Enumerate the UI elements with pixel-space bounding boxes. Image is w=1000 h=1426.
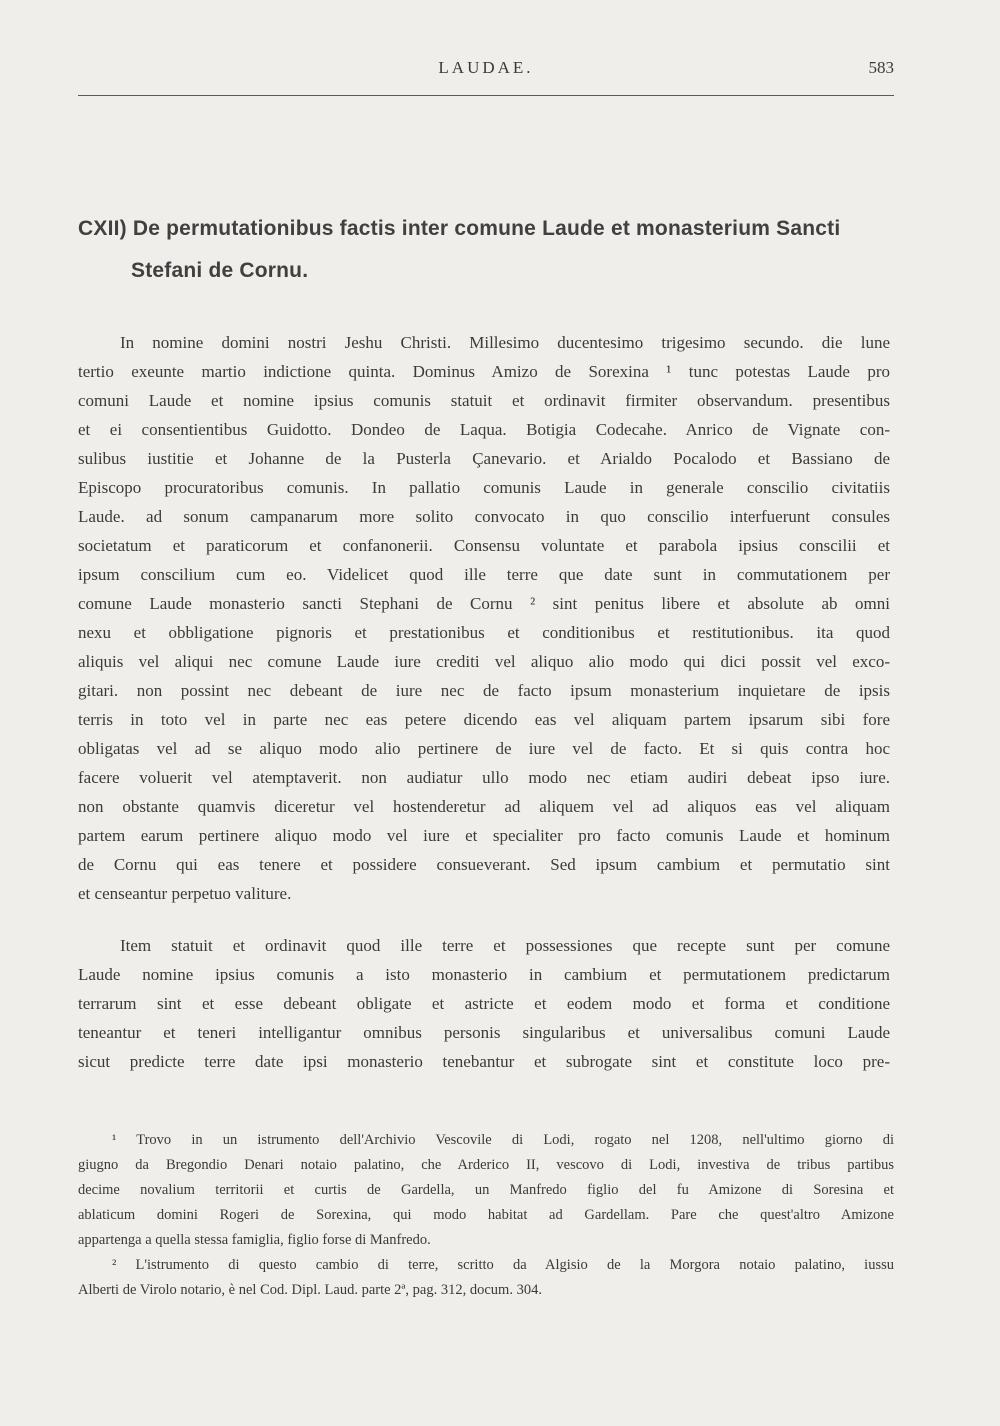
heading-line: Stefani de Cornu.	[131, 259, 309, 282]
text-line: et ei consentientibus Guidotto. Dondeo de Laqua. Botigia Codecahe. Anrico de Vignate con-	[78, 420, 890, 439]
text-line: non obstante quamvis diceretur vel hostenderetur ad aliquem vel ad aliquos eas vel aliquam	[78, 797, 890, 816]
text-line: aliquis vel aliqui nec comune Laude iure crediti vel aliquo alio modo qui dici possit vel exco-	[78, 652, 890, 671]
text-line: Laude nomine ipsius comunis a isto monasterio in cambium et permutationem predictarum	[78, 965, 890, 984]
footnote-1	[78, 1128, 894, 1253]
text-line: In nomine domini nostri Jeshu Christi. Millesimo ducentesimo trigesimo secundo. die lune	[120, 333, 890, 352]
paragraph-1	[78, 328, 890, 908]
text-line: societatum et paraticorum et confanonerii. Consensu voluntate et parabola ipsius conscilii et	[78, 536, 890, 555]
text-line: terrarum sint et esse debeant obligate et astricte et eodem modo et forma et conditione	[78, 994, 890, 1013]
running-head	[78, 58, 894, 88]
footnote-line: Alberti de Virolo notario, è nel Cod. Dipl. Laud. parte 2ª, pag. 312, docum. 304.	[78, 1282, 542, 1298]
document-heading	[78, 208, 894, 292]
text-line: sicut predicte terre date ipsi monasterio tenebantur et subrogate sint et constitute loco pre-	[78, 1052, 890, 1071]
paragraph-2	[78, 931, 890, 1076]
text-line: facere voluerit vel atemptaverit. non audiatur ullo modo nec etiam audiri debeat ipso iure.	[78, 768, 890, 787]
text-line: Item statuit et ordinavit quod ille terre et possessiones que recepte sunt per comune	[120, 936, 890, 955]
text-line: de Cornu qui eas tenere et possidere consueverant. Sed ipsum cambium et permutatio sint	[78, 855, 890, 874]
footnote-line: giugno da Bregondio Denari notaio palatino, che Arderico II, vescovo di Lodi, investiva de tribus partibus	[78, 1157, 894, 1173]
text-line: gitari. non possint nec debeant de iure nec de facto ipsum monasterium inquietare de ipsis	[78, 681, 890, 700]
text-line: terris in toto vel in parte nec eas petere dicendo eas vel aliquam partem ipsarum sibi fore	[78, 710, 890, 729]
header-rule	[78, 95, 894, 96]
text-line: nexu et obbligatione pignoris et prestationibus et conditionibus et restitutionibus. ita quod	[78, 623, 890, 642]
text-line: Episcopo procuratoribus comunis. In pallatio comunis Laude in generale conscilio civitatiis	[78, 478, 890, 497]
text-line: partem earum pertinere aliquo modo vel iure et specialiter pro facto comunis Laude et hominum	[78, 826, 890, 845]
heading-line: CXII) De permutationibus factis inter comune Laude et monasterium Sancti	[78, 217, 841, 240]
text-line: et censeantur perpetuo valiture.	[78, 884, 292, 903]
text-line: sulibus iustitie et Johanne de la Pusterla Çanevario. et Arialdo Pocalodo et Bassiano de	[78, 449, 890, 468]
footnotes	[78, 1128, 894, 1303]
text-line: Laude. ad sonum campanarum more solito convocato in quo conscilio interfuerunt consules	[78, 507, 890, 526]
footnote-2	[78, 1253, 894, 1303]
text-line: obligatas vel ad se aliquo modo alio pertinere de iure vel de facto. Et si quis contra hoc	[78, 739, 890, 758]
footnote-line: ¹ Trovo in un istrumento dell'Archivio Vescovile di Lodi, rogato nel 1208, nell'ultimo giorno di	[112, 1132, 894, 1148]
page-number: 583	[868, 58, 894, 77]
text-line: comuni Laude et nomine ipsius comunis statuit et ordinavit firmiter observandum. presentibus	[78, 391, 890, 410]
text-line: tertio exeunte martio indictione quinta. Dominus Amizo de Sorexina ¹ tunc potestas Laude pro	[78, 362, 890, 381]
footnote-line: decime novalium territorii et curtis de Gardella, un Manfredo figlio del fu Amizone di Soresina et	[78, 1182, 894, 1198]
text-line: comune Laude monasterio sancti Stephani de Cornu ² sint penitus libere et absolute ab omni	[78, 594, 890, 613]
text-line: ipsum conscilium cum eo. Videlicet quod ille terre que date sunt in commutationem per	[78, 565, 890, 584]
footnote-line: ablaticum domini Rogeri de Sorexina, qui modo habitat ad Gardellam. Pare che quest'altro Amizone	[78, 1207, 894, 1223]
running-title: LAUDAE.	[438, 58, 534, 77]
text-line: teneantur et teneri intelligantur omnibus personis singularibus et universalibus comuni Laude	[78, 1023, 890, 1042]
footnote-line: appartenga a quella stessa famiglia, figlio forse di Manfredo.	[78, 1232, 431, 1248]
footnote-line: ² L'istrumento di questo cambio di terre, scritto da Algisio de la Morgora notaio palatino, iussu	[112, 1257, 894, 1273]
